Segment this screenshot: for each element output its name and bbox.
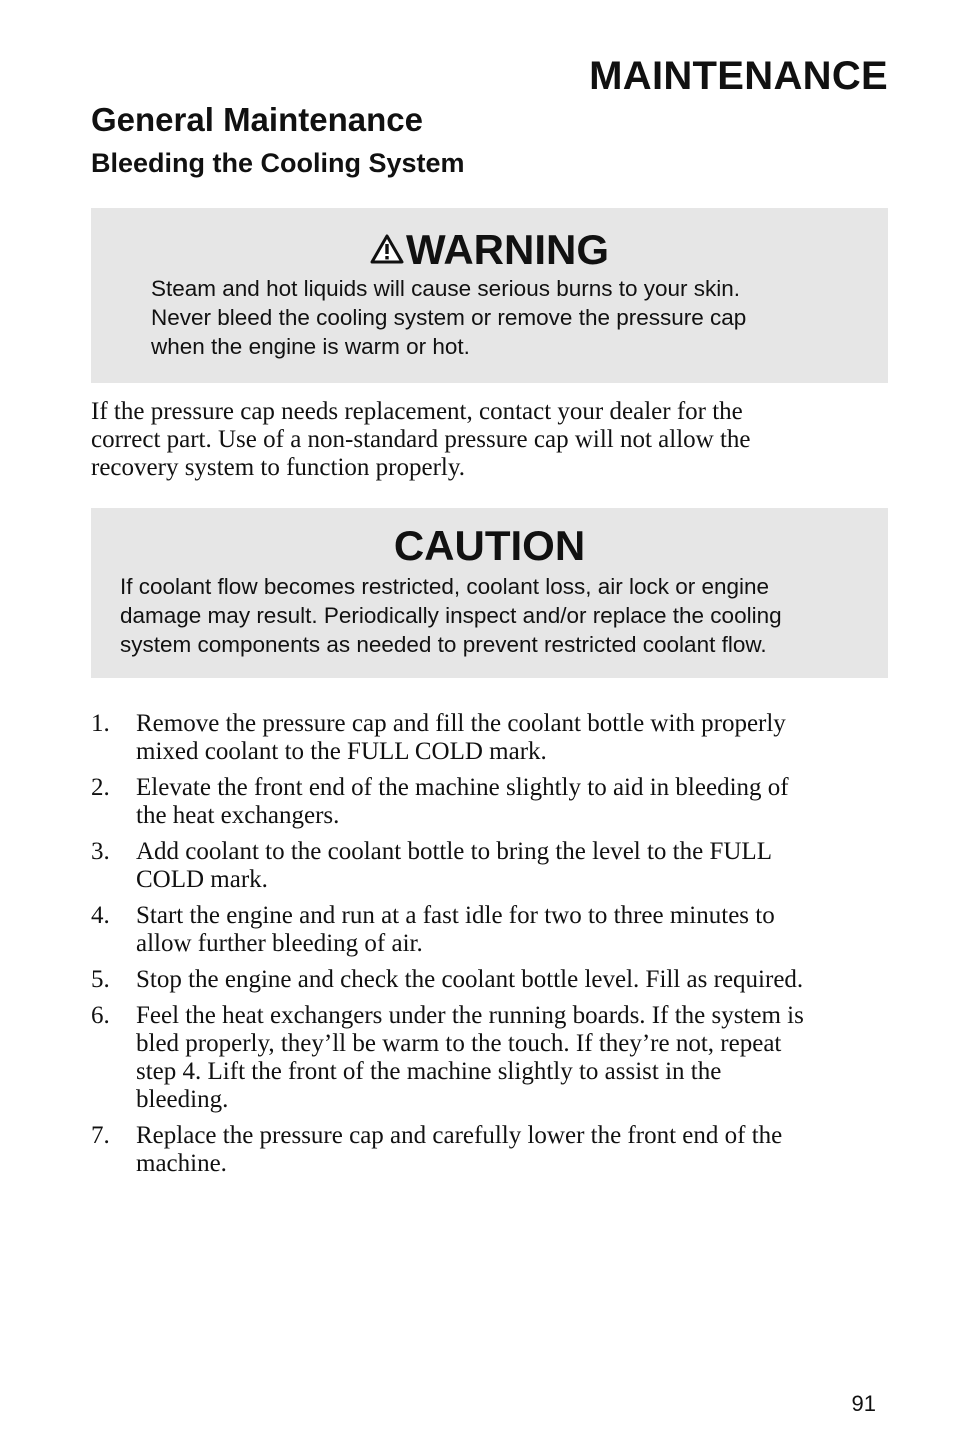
caution-box xyxy=(91,508,888,678)
step-line: allow further bleeding of air. xyxy=(136,930,423,957)
step-item xyxy=(91,966,891,994)
step-number: 1. xyxy=(91,710,110,737)
step-line: Start the engine and run at a fast idle for two to three minutes to xyxy=(136,902,775,929)
warning-line: Never bleed the cooling system or remove the pressure cap xyxy=(151,305,747,330)
page-number: 91 xyxy=(851,1391,876,1416)
step-line: Elevate the front end of the machine slightly to aid in bleeding of xyxy=(136,774,789,801)
step-number: 5. xyxy=(91,966,110,993)
step-line: COLD mark. xyxy=(136,866,268,893)
step-item xyxy=(91,902,891,958)
step-line: Feel the heat exchangers under the running boards. If the system is xyxy=(136,1002,804,1029)
step-item xyxy=(91,1002,891,1114)
step-line: Remove the pressure cap and fill the coolant bottle with properly xyxy=(136,710,786,737)
caution-line: system components as needed to prevent restricted coolant flow. xyxy=(120,632,767,657)
paragraph-line: recovery system to function properly. xyxy=(91,454,465,481)
step-item xyxy=(91,1122,891,1178)
step-line: Stop the engine and check the coolant bottle level. Fill as required. xyxy=(136,966,804,993)
warning-line: when the engine is warm or hot. xyxy=(151,334,470,359)
section-title: MAINTENANCE xyxy=(589,54,888,98)
warning-box xyxy=(91,208,888,383)
procedure-steps xyxy=(91,710,891,1186)
page-heading: General Maintenance xyxy=(91,101,423,138)
caution-title: CAUTION xyxy=(393,522,586,569)
step-number: 6. xyxy=(91,1002,110,1029)
step-number: 2. xyxy=(91,774,110,801)
warning-line: Steam and hot liquids will cause serious burns to your skin. xyxy=(151,276,741,301)
step-line: the heat exchangers. xyxy=(136,802,340,829)
caution-text xyxy=(120,572,878,659)
step-item xyxy=(91,774,891,830)
warning-triangle-icon xyxy=(370,226,404,274)
step-item xyxy=(91,838,891,894)
step-number: 4. xyxy=(91,902,110,929)
caution-line: damage may result. Periodically inspect and/or replace the cooling xyxy=(120,603,782,628)
step-number: 3. xyxy=(91,838,110,865)
intro-paragraph xyxy=(91,398,881,482)
warning-title: WARNING xyxy=(406,226,609,273)
step-line: step 4. Lift the front of the machine slightly to assist in the xyxy=(136,1058,722,1085)
step-item xyxy=(91,710,891,766)
step-number: 7. xyxy=(91,1122,110,1149)
warning-title-row xyxy=(91,226,888,277)
paragraph-line: correct part. Use of a non-standard pressure cap will not allow the xyxy=(91,426,751,453)
step-line: machine. xyxy=(136,1150,227,1177)
warning-text xyxy=(151,274,848,361)
step-line: Add coolant to the coolant bottle to bring the level to the FULL xyxy=(136,838,772,865)
step-line: Replace the pressure cap and carefully lower the front end of the xyxy=(136,1122,783,1149)
step-line: bleeding. xyxy=(136,1086,229,1113)
caution-line: If coolant flow becomes restricted, coolant loss, air lock or engine xyxy=(120,574,770,599)
step-line: mixed coolant to the FULL COLD mark. xyxy=(136,738,547,765)
sub-heading: Bleeding the Cooling System xyxy=(91,148,465,178)
step-line: bled properly, they’ll be warm to the touch. If they’re not, repeat xyxy=(136,1030,782,1057)
paragraph-line: If the pressure cap needs replacement, contact your dealer for the xyxy=(91,398,743,425)
